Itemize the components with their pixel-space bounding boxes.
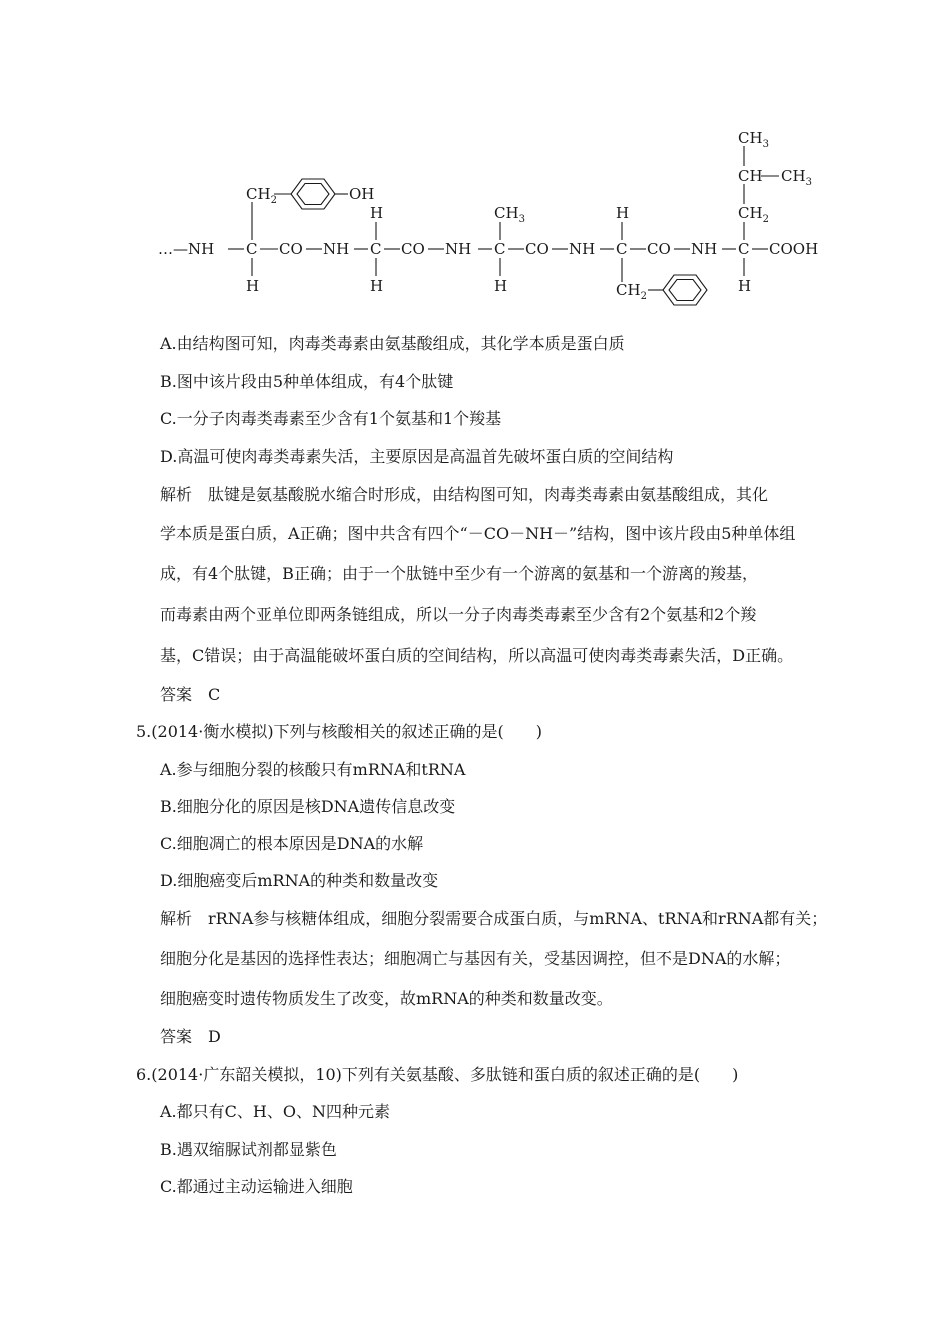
q6-option-b: B.遇双缩脲试剂都显紫色 [160,1140,337,1159]
q4-analysis-line-2: 学本质是蛋白质，A正确；图中共含有四个“－CO－NH－”结构，图中该片段由5种单体组 [160,524,796,543]
q4-analysis-line-1: 解析 肽键是氨基酸脱水缩合时形成，由结构图可知，肉毒类毒素由氨基酸组成，其化 [160,485,769,504]
carbonyl-2: CO [401,240,425,258]
q5-analysis-line-3: 细胞癌变时遗传物质发生了改变，故mRNA的种类和数量改变。 [160,989,613,1008]
leu-ch3-right: $CH_3$ [781,167,812,188]
q5-option-d: D.细胞癌变后mRNA的种类和数量改变 [160,871,439,890]
q5-analysis-line-1: 解析 rRNA参与核糖体组成，细胞分裂需要合成蛋白质，与mRNA、tRNA和rRNA都有关； [160,909,828,928]
alpha-carbon-2: C [370,240,382,258]
alpha-carbon-5: C [738,240,750,258]
q4-analysis-line-5: 基，C错误；由于高温能破坏蛋白质的空间结构，所以高温可使肉毒类毒素失活，D正确。 [160,646,794,665]
chain-prefix: …—NH [158,240,215,258]
carbonyl-4: CO [647,240,671,258]
q5-option-c: C.细胞凋亡的根本原因是DNA的水解 [160,834,424,853]
q4-option-b: B.图中该片段由5种单体组成，有4个肽键 [160,372,454,391]
q4-answer: 答案 C [160,685,221,704]
terminal-carboxyl: COOH [769,240,819,258]
h-below-3: H [494,277,508,295]
alpha-carbon-4: C [616,240,628,258]
q4-option-a: A.由结构图可知，肉毒类毒素由氨基酸组成，其化学本质是蛋白质 [160,334,625,353]
amide-nh-2: NH [323,240,350,258]
q6-option-c: C.都通过主动运输进入细胞 [160,1177,353,1196]
phe-ch2: $CH_2$ [616,281,647,302]
h-above-2: H [370,204,384,222]
carbonyl-1: CO [279,240,303,258]
q5-analysis-line-2: 细胞分化是基因的选择性表达；细胞凋亡与基因有关，受基因调控，但不是DNA的水解； [160,949,791,968]
q5-stem: 5.(2014·衡水模拟)下列与核酸相关的叙述正确的是( ) [136,722,543,741]
q5-option-a: A.参与细胞分裂的核酸只有mRNA和tRNA [160,760,466,779]
alpha-carbon-1: C [246,240,258,258]
q4-analysis-line-4: 而毒素由两个亚单位即两条链组成，所以一分子肉毒类毒素至少含有2个氨基和2个羧 [160,605,757,624]
tyr-ch2: $CH_2$ [246,185,277,206]
amide-nh-5: NH [691,240,718,258]
q4-option-c: C.一分子肉毒类毒素至少含有1个氨基和1个羧基 [160,409,502,428]
q4-option-d: D.高温可使肉毒类毒素失活，主要原因是高温首先破坏蛋白质的空间结构 [160,447,674,466]
q5-answer: 答案 D [160,1027,221,1046]
q4-analysis-line-3: 成，有4个肽键，B正确；由于一个肽链中至少有一个游离的氨基和一个游离的羧基， [160,564,758,583]
h-below-1: H [246,277,260,295]
leu-ch3-top: $CH_3$ [738,129,769,150]
q6-option-a: A.都只有C、H、O、N四种元素 [160,1102,390,1121]
q6-stem: 6.(2014·广东韶关模拟，10)下列有关氨基酸、多肽链和蛋白质的叙述正确的是( ) [136,1065,739,1084]
tyr-hydroxyl: OH [349,185,375,203]
alpha-carbon-3: C [494,240,506,258]
h-below-2: H [370,277,384,295]
leu-ch2: $CH_2$ [738,204,769,225]
amide-nh-3: NH [445,240,472,258]
q5-option-b: B.细胞分化的原因是核DNA遗传信息改变 [160,797,456,816]
h-above-4: H [616,204,630,222]
peptide-structure-diagram [150,118,840,308]
h-below-5: H [738,277,752,295]
carbonyl-3: CO [525,240,549,258]
peptide-structure-svg [150,118,840,308]
amide-nh-4: NH [569,240,596,258]
leu-ch: CH [738,167,763,185]
ala-ch3: $CH_3$ [494,204,525,225]
